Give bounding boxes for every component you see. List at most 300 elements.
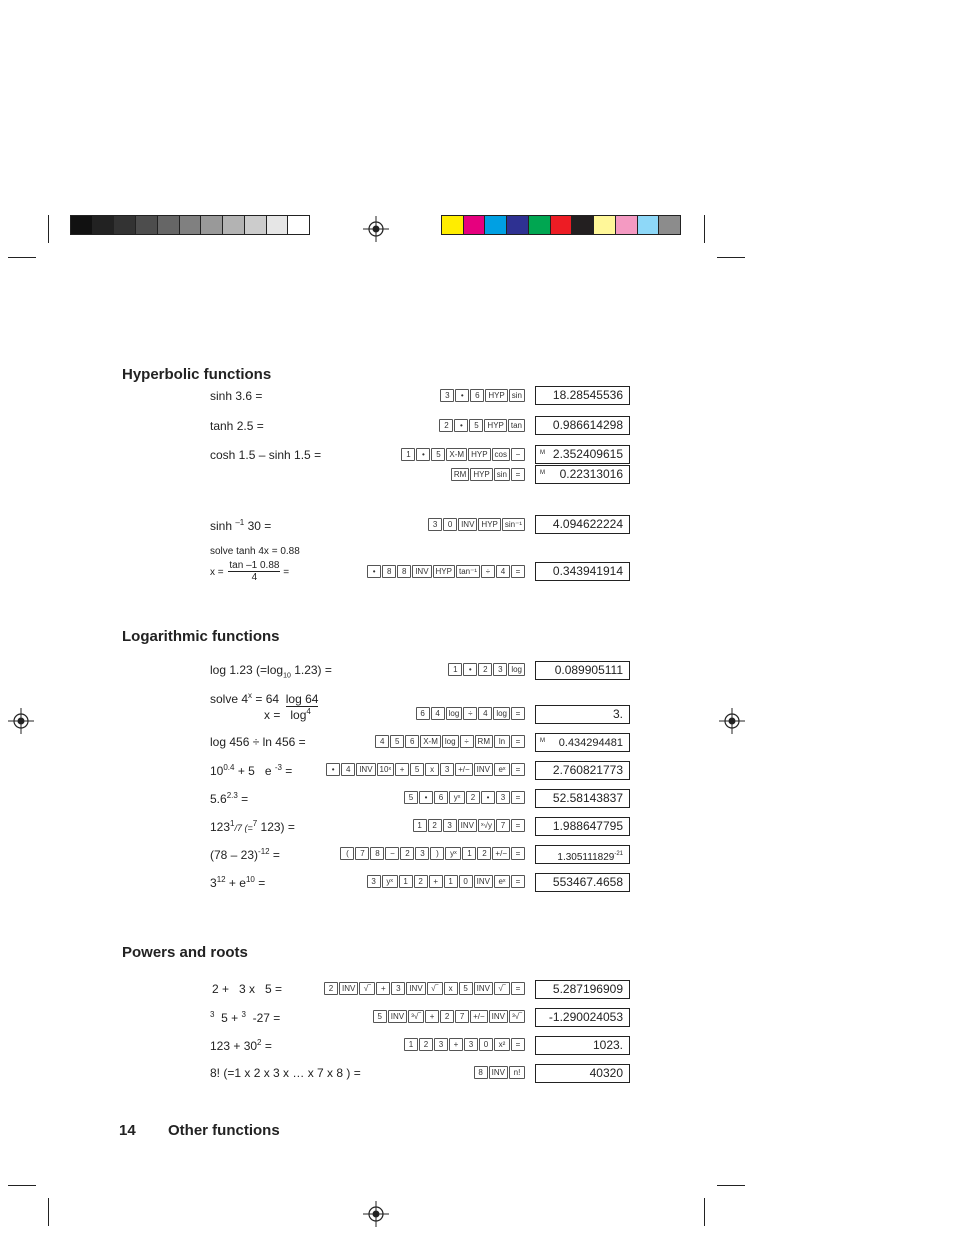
expr-superscript: -3 [274, 763, 282, 772]
footer-section-title: Other functions [168, 1122, 280, 1139]
crop-mark [704, 215, 705, 243]
calibration-swatch [507, 216, 529, 234]
result-display [535, 1064, 630, 1083]
calculator-key-icon: • [416, 448, 430, 461]
expr-part: 10 [210, 764, 224, 778]
calculator-key-icon: 2 [440, 1010, 454, 1023]
calculator-key-icon: • [463, 663, 477, 676]
result-value: 0.22313016 [559, 467, 623, 481]
result-display [535, 465, 630, 484]
result-value: 2.760821773 [552, 763, 623, 777]
calculator-key-icon: = [511, 468, 525, 481]
calculator-key-icon: + [425, 1010, 439, 1023]
calculator-key-icon: INV [489, 1010, 508, 1023]
expr-part: x = [210, 567, 224, 578]
calculator-key-icon: 4 [496, 565, 510, 578]
calculator-key-icon: 7 [355, 847, 369, 860]
expr-part: 30 = [247, 519, 272, 533]
calculator-key-icon: 6 [416, 707, 430, 720]
calibration-swatch [158, 216, 180, 234]
calculator-key-icon: 4 [375, 735, 389, 748]
calculator-key-icon: 4 [341, 763, 355, 776]
calibration-swatch [71, 216, 93, 234]
calculator-key-icon: + [376, 982, 390, 995]
calculator-key-icon: ˣ√y [478, 819, 495, 832]
calculator-key-icon: 8 [370, 847, 384, 860]
calibration-swatch [529, 216, 551, 234]
calculator-key-icon: = [511, 763, 525, 776]
calculator-key-icon: RM [475, 735, 493, 748]
registration-mark-icon [8, 708, 34, 734]
result-display [535, 873, 630, 892]
key-sequence [401, 448, 525, 461]
calculator-key-icon: 3 [440, 763, 454, 776]
calculator-key-icon: 5 [469, 419, 483, 432]
expr-part: -27 = [245, 1011, 281, 1025]
calculator-key-icon: + [449, 1038, 463, 1051]
result-display [535, 845, 630, 864]
calculator-key-icon: INV [489, 1066, 508, 1079]
calibration-swatch [594, 216, 616, 234]
crop-mark [8, 1185, 36, 1186]
calculator-key-icon: • [367, 565, 381, 578]
calculator-key-icon: cos [492, 448, 510, 461]
crop-mark [48, 215, 49, 243]
calculator-key-icon: = [511, 875, 525, 888]
calculator-key-icon: 0 [443, 518, 457, 531]
calibration-swatch [288, 216, 309, 234]
calculator-key-icon: 1 [413, 819, 427, 832]
calculator-key-icon: x² [494, 1038, 510, 1051]
expr-superscript: 7 [252, 819, 258, 828]
calibration-swatch [464, 216, 486, 234]
key-sequence [413, 819, 525, 832]
result-value: 1.988647795 [552, 819, 623, 833]
calculator-key-icon: • [419, 791, 433, 804]
expr-superscript: 2.3 [226, 791, 238, 800]
result-display [535, 980, 630, 999]
expr-part: = [281, 764, 293, 778]
expr-part: = [283, 567, 290, 578]
example-expression [264, 707, 311, 722]
calculator-key-icon: log [442, 735, 459, 748]
calculator-key-icon: 4 [478, 707, 492, 720]
calculator-key-icon: + [395, 763, 409, 776]
result-value: 5.287196909 [552, 982, 623, 996]
expr-superscript: x [248, 691, 253, 700]
page-number: 14 [119, 1122, 136, 1139]
result-display [535, 733, 630, 752]
result-value: 52.58143837 [552, 791, 623, 805]
result-display [535, 661, 630, 680]
example-expression: log 456 ÷ ln 456 = [210, 735, 306, 749]
expr-part: x = [264, 708, 281, 722]
result-display [535, 416, 630, 435]
calculator-key-icon: = [511, 982, 525, 995]
calculator-key-icon: + [429, 875, 443, 888]
calculator-key-icon: 2 [477, 847, 491, 860]
calculator-key-icon: 8 [382, 565, 396, 578]
calculator-key-icon: tan [508, 419, 525, 432]
key-sequence [451, 468, 525, 481]
crop-mark [717, 1185, 745, 1186]
calculator-key-icon: 2 [414, 875, 428, 888]
key-sequence [340, 847, 525, 860]
result-display [535, 445, 630, 464]
calculator-key-icon: INV [458, 518, 477, 531]
calculator-key-icon: INV [412, 565, 431, 578]
key-sequence [326, 763, 525, 776]
calculator-key-icon: HYP [484, 419, 506, 432]
result-display [535, 817, 630, 836]
expr-superscript: 12 [216, 875, 226, 884]
expr-superscript: -12 [258, 847, 270, 856]
example-expression: sinh 3.6 = [210, 389, 263, 403]
calculator-key-icon: ln [494, 735, 510, 748]
calculator-key-icon: INV [406, 982, 425, 995]
calculator-key-icon: sin [509, 389, 525, 402]
calculator-key-icon: sin [494, 468, 510, 481]
calculator-key-icon: 1 [448, 663, 462, 676]
calculator-key-icon: 2 [324, 982, 338, 995]
example-expression [210, 847, 280, 862]
calculator-key-icon: 3 [443, 819, 457, 832]
calculator-key-icon: 2 [466, 791, 480, 804]
result-value: 0.434294481 [558, 737, 623, 749]
calculator-key-icon: 5 [390, 735, 404, 748]
key-sequence [367, 565, 525, 578]
expr-superscript: 3 [241, 1010, 246, 1019]
expr-part: = [269, 848, 280, 862]
calculator-key-icon: = [511, 819, 525, 832]
example-expression: solve tanh 4x = 0.88 [210, 546, 300, 557]
grayscale-calibration-bar [70, 215, 310, 235]
calculator-key-icon: ÷ [463, 707, 477, 720]
calculator-key-icon: ³√‾ [408, 1010, 424, 1023]
calibration-swatch [114, 216, 136, 234]
result-value: 553467.4658 [552, 875, 623, 889]
calculator-key-icon: sin⁻¹ [502, 518, 525, 531]
calculator-key-icon: 1 [462, 847, 476, 860]
calculator-key-icon: = [511, 735, 525, 748]
expr-part: log 1.23 (=log [210, 663, 284, 677]
calculator-key-icon: INV [388, 1010, 407, 1023]
fraction-numerator: tan –1 0.88 [229, 560, 280, 571]
expr-part: 5.6 [210, 792, 227, 806]
result-display [535, 515, 630, 534]
result-value: 3. [612, 707, 623, 721]
calculator-key-icon: • [455, 389, 469, 402]
expr-part: + 5 e [234, 764, 275, 778]
example-fraction [210, 560, 289, 583]
calibration-swatch [616, 216, 638, 234]
calibration-swatch [136, 216, 158, 234]
key-sequence [448, 663, 525, 676]
crop-mark [717, 257, 745, 258]
expr-part: 1.23) = [290, 663, 332, 677]
calculator-key-icon: 2 [400, 847, 414, 860]
crop-mark [48, 1198, 49, 1226]
expr-part: solve 4 [210, 692, 249, 706]
result-exponent: -21 [614, 851, 623, 857]
example-expression [210, 819, 295, 834]
expr-part: = 64 [252, 692, 280, 706]
calculator-key-icon: 7 [455, 1010, 469, 1023]
calibration-swatch [245, 216, 267, 234]
calculator-key-icon: = [511, 1038, 525, 1051]
example-expression [210, 791, 248, 806]
calculator-key-icon: log [446, 707, 463, 720]
calibration-swatch [93, 216, 115, 234]
calculator-key-icon: ³√‾ [509, 1010, 525, 1023]
calculator-key-icon: 3 [496, 791, 510, 804]
expr-superscript: 2 [257, 1038, 262, 1047]
expr-part: 123 [210, 820, 231, 834]
fraction [228, 560, 280, 583]
calculator-key-icon: √‾ [359, 982, 375, 995]
calculator-key-icon: yˣ [449, 791, 465, 804]
calibration-swatch [659, 216, 680, 234]
example-expression: 2 + 3 x 5 = [212, 982, 283, 996]
calculator-key-icon: 1 [399, 875, 413, 888]
key-sequence [416, 707, 525, 720]
calculator-key-icon: = [511, 847, 525, 860]
calculator-key-icon: 1 [401, 448, 415, 461]
calculator-key-icon: INV [356, 763, 375, 776]
calculator-key-icon: HYP [485, 389, 507, 402]
example-expression [210, 763, 292, 778]
calibration-swatch [180, 216, 202, 234]
result-display [535, 761, 630, 780]
expr-part: (78 – 23) [210, 848, 259, 862]
calculator-key-icon: +/− [470, 1010, 488, 1023]
calculator-key-icon: INV [458, 819, 477, 832]
section-title-hyperbolic: Hyperbolic functions [122, 366, 272, 383]
expr-superscript: 1 [230, 819, 235, 828]
result-display [535, 386, 630, 405]
calculator-key-icon: √‾ [494, 982, 510, 995]
calculator-key-icon: = [511, 791, 525, 804]
expr-part: 123 + 30 [210, 1039, 258, 1053]
expr-part: 5 + [214, 1011, 242, 1025]
calculator-key-icon: HYP [470, 468, 492, 481]
calculator-key-icon: 4 [431, 707, 445, 720]
calculator-key-icon: HYP [468, 448, 490, 461]
key-sequence [428, 518, 525, 531]
calculator-key-icon: log [493, 707, 510, 720]
example-expression [210, 1038, 272, 1053]
example-expression [210, 1010, 280, 1025]
calculator-key-icon: − [385, 847, 399, 860]
calculator-key-icon: 10ˣ [377, 763, 395, 776]
calculator-key-icon: 5 [459, 982, 473, 995]
memory-indicator: M [540, 738, 545, 744]
calculator-key-icon: 3 [391, 982, 405, 995]
calibration-swatch [572, 216, 594, 234]
calculator-key-icon: 1 [404, 1038, 418, 1051]
expr-part: sinh [210, 519, 233, 533]
calibration-swatch [267, 216, 289, 234]
expr-superscript: 3 [210, 1010, 215, 1019]
calculator-key-icon: RM [451, 468, 469, 481]
crop-mark [8, 257, 36, 258]
calculator-key-icon: • [326, 763, 340, 776]
calculator-key-icon: ( [340, 847, 354, 860]
example-expression [210, 663, 332, 679]
calibration-swatch [223, 216, 245, 234]
calculator-key-icon: INV [474, 875, 493, 888]
result-value: 2.352409615 [552, 447, 623, 461]
calculator-key-icon: HYP [478, 518, 500, 531]
memory-indicator: M [540, 450, 545, 456]
calculator-key-icon: yˣ [382, 875, 398, 888]
result-display [535, 705, 630, 724]
calculator-key-icon: 6 [434, 791, 448, 804]
calculator-key-icon: 0 [459, 875, 473, 888]
expr-part: = [254, 876, 266, 890]
calculator-key-icon: • [481, 791, 495, 804]
calculator-key-icon: 2 [419, 1038, 433, 1051]
expr-superscript: –1 [235, 518, 245, 527]
calculator-key-icon: 5 [373, 1010, 387, 1023]
calculator-key-icon: X-M [420, 735, 441, 748]
result-value: 1023. [592, 1038, 623, 1052]
example-expression [210, 691, 318, 706]
calculator-key-icon: 0 [479, 1038, 493, 1051]
calculator-key-icon: yˣ [445, 847, 461, 860]
expr-superscript: 10 [245, 875, 255, 884]
calculator-key-icon: 3 [440, 389, 454, 402]
calculator-key-icon: ÷ [481, 565, 495, 578]
calculator-key-icon: • [454, 419, 468, 432]
result-value: 0.343941914 [552, 564, 623, 578]
example-expression [210, 875, 265, 890]
result-value: 0.986614298 [552, 418, 623, 432]
calculator-key-icon: X-M [446, 448, 467, 461]
expr-part: = [237, 792, 249, 806]
color-calibration-bar [441, 215, 681, 235]
calculator-key-icon: 8 [474, 1066, 488, 1079]
result-value: 40320 [589, 1066, 623, 1080]
key-sequence [440, 389, 525, 402]
result-value: 1.305111829 [557, 852, 615, 863]
memory-indicator: M [540, 470, 545, 476]
calculator-key-icon: 2 [478, 663, 492, 676]
result-value: 18.28545536 [552, 388, 623, 402]
calculator-key-icon: x [425, 763, 439, 776]
key-sequence [367, 875, 525, 888]
expr-part: 123) = [257, 820, 295, 834]
calculator-key-icon: HYP [433, 565, 455, 578]
section-title-powers: Powers and roots [122, 944, 248, 961]
key-sequence [404, 1038, 525, 1051]
calculator-key-icon: 5 [431, 448, 445, 461]
calibration-swatch [442, 216, 464, 234]
expr-superscript: 4 [306, 707, 311, 716]
key-sequence [474, 1066, 525, 1079]
calculator-key-icon: INV [474, 982, 493, 995]
result-display [535, 1036, 630, 1055]
result-value: 4.094622224 [552, 517, 623, 531]
calculator-key-icon: 5 [404, 791, 418, 804]
calculator-key-icon: = [511, 707, 525, 720]
calibration-swatch [638, 216, 660, 234]
expr-superscript: 0.4 [223, 763, 235, 772]
calculator-key-icon: eˣ [494, 875, 510, 888]
calculator-key-icon: n! [509, 1066, 525, 1079]
calculator-key-icon: +/− [455, 763, 473, 776]
calculator-key-icon: 3 [367, 875, 381, 888]
calculator-key-icon: 2 [428, 819, 442, 832]
calculator-key-icon: = [511, 565, 525, 578]
calculator-key-icon: log [508, 663, 525, 676]
calculator-key-icon: 3 [428, 518, 442, 531]
expr-subscript: 10 [283, 672, 291, 680]
fraction-denominator: log [290, 708, 307, 722]
example-expression [210, 518, 271, 533]
result-value: 0.089905111 [554, 663, 623, 677]
key-sequence [324, 982, 525, 995]
calculator-key-icon: 6 [470, 389, 484, 402]
calibration-swatch [201, 216, 223, 234]
expr-part: = [261, 1039, 272, 1053]
registration-mark-icon [363, 1201, 389, 1227]
calculator-key-icon: INV [339, 982, 358, 995]
key-sequence [375, 735, 525, 748]
calculator-key-icon: 3 [415, 847, 429, 860]
calibration-swatch [485, 216, 507, 234]
registration-mark-icon [719, 708, 745, 734]
fraction-numerator: log 64 [285, 692, 319, 706]
calculator-key-icon: eˣ [494, 763, 510, 776]
calculator-key-icon: − [511, 448, 525, 461]
result-display [535, 1008, 630, 1027]
crop-mark [704, 1198, 705, 1226]
calculator-key-icon: ÷ [460, 735, 474, 748]
calculator-key-icon: 1 [444, 875, 458, 888]
registration-mark-icon [363, 216, 389, 242]
result-display [535, 562, 630, 581]
key-sequence [373, 1010, 525, 1023]
example-expression: tanh 2.5 = [210, 419, 264, 433]
calculator-key-icon: INV [474, 763, 493, 776]
key-sequence [404, 791, 525, 804]
calculator-key-icon: 3 [493, 663, 507, 676]
section-title-logarithmic: Logarithmic functions [122, 628, 280, 645]
calculator-key-icon: ) [430, 847, 444, 860]
expr-part: + e [225, 876, 246, 890]
calibration-swatch [551, 216, 573, 234]
calculator-key-icon: tan⁻¹ [456, 565, 480, 578]
calculator-key-icon: x [444, 982, 458, 995]
calculator-key-icon: √‾ [427, 982, 443, 995]
calculator-key-icon: 2 [439, 419, 453, 432]
expr-part: 3 [210, 876, 217, 890]
result-value: -1.290024053 [548, 1010, 623, 1024]
calculator-key-icon: 3 [464, 1038, 478, 1051]
calculator-key-icon: 3 [434, 1038, 448, 1051]
result-display [535, 789, 630, 808]
calculator-key-icon: 8 [397, 565, 411, 578]
key-sequence [439, 419, 525, 432]
calculator-key-icon: 5 [410, 763, 424, 776]
expr-part: /7 (= [234, 823, 253, 833]
calculator-key-icon: 6 [405, 735, 419, 748]
calculator-key-icon: +/− [492, 847, 510, 860]
example-expression: cosh 1.5 – sinh 1.5 = [210, 448, 322, 462]
calculator-key-icon: 7 [496, 819, 510, 832]
example-expression: 8! (=1 x 2 x 3 x … x 7 x 8 ) = [210, 1066, 361, 1080]
